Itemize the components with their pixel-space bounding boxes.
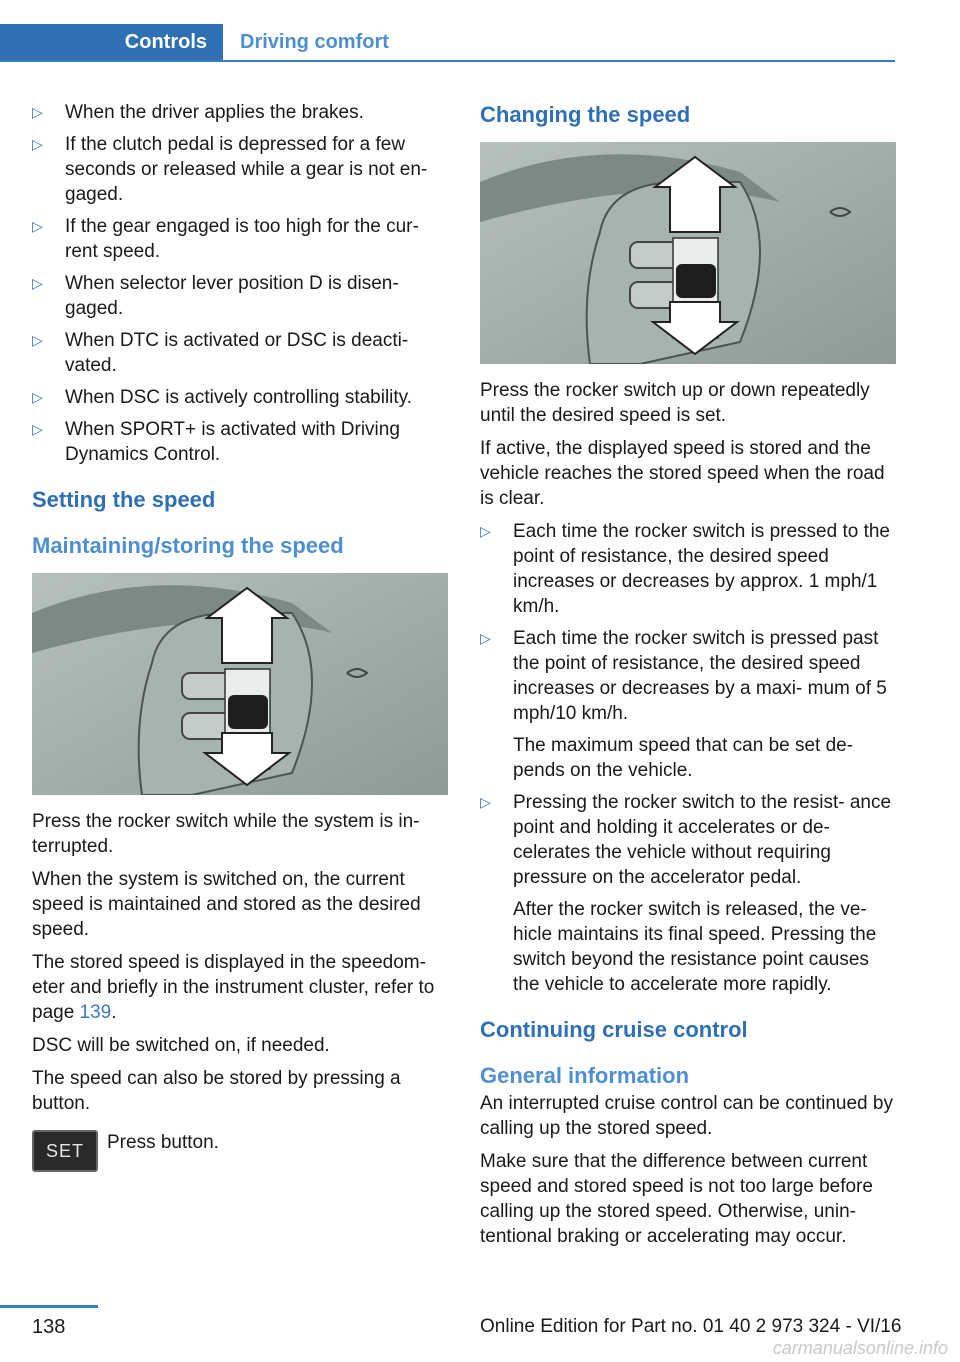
para-store-button: The speed can also be stored by pressing a button. [32,1068,401,1114]
para-press-rocker: Press the rocker switch while the system is in‐ terrupted. [32,811,420,857]
left-column [32,100,448,1178]
watermark: carmanualsonline.info [772,1338,948,1358]
para-interrupted: An interrupted cruise control can be continued by calling up the stored speed. [480,1093,893,1139]
triangle-bullet-icon: ▷ [480,794,491,810]
heading-changing-speed: Changing the speed [480,102,691,127]
triangle-bullet-icon: ▷ [32,136,43,152]
list-item: ▷ If the gear engaged is too high for the cur‐ rent speed. [32,216,419,262]
bullet-list [32,100,448,467]
list-item: ▷ When the driver applies the brakes. [32,102,364,123]
tab-driving-comfort[interactable]: Driving comfort [240,31,389,53]
list-item: ▷ When DTC is activated or DSC is deacti‐ vated. [32,330,409,376]
heading-maintaining-speed: Maintaining/storing the speed [32,533,344,558]
set-button-label: Press button. [107,1132,219,1153]
set-button-row [32,1130,448,1178]
list-item: ▷ Pressing the rocker switch to the resist‐ ance point and holding it accelerates or de‐ celerates the vehicle without requiring pressure on the accelerator pedal. After the rocker switch is released, the ve‐ hicle maintains its final speed. Pressing the switch beyond the resistance point causes the vehicle to accelerate more rapidly. [480,792,892,995]
list-item: ▷ When SPORT+ is activated with Driving Dynamics Control. [32,419,400,465]
para-system-on: When the system is switched on, the current speed is maintained and stored as the desired speed. [32,869,421,940]
para-dsc: DSC will be switched on, if needed. [32,1035,330,1056]
triangle-bullet-icon: ▷ [32,275,43,291]
para-press-repeatedly: Press the rocker switch up or down repeatedly until the desired speed is set. [480,380,870,426]
list-item: ▷ When selector lever position D is disen‐ gaged. [32,273,399,319]
tab-controls[interactable]: Controls [0,24,223,60]
list-item: ▷ When DSC is actively controlling stability. [32,387,413,408]
para-if-active: If active, the displayed speed is stored and the vehicle reaches the stored speed when the road is clear. [480,438,885,509]
right-column [480,100,896,1257]
list-item: ▷ Each time the rocker switch is pressed to the point of resistance, the desired speed increases or decreases by approx. 1 mph/1 km/h. [480,521,890,617]
triangle-bullet-icon: ▷ [32,421,43,437]
heading-general-info: General information [480,1063,690,1088]
steering-wheel-illustration [480,142,896,364]
steering-wheel-illustration [32,573,448,795]
triangle-bullet-icon: ▷ [480,630,491,646]
heading-setting-speed: Setting the speed [32,487,216,512]
page-number: 138 [32,1316,66,1338]
bullet-list [480,519,896,997]
online-edition: Online Edition for Part no. 01 40 2 973 324 - VI/16 [480,1316,902,1337]
para-make-sure: Make sure that the difference between current speed and stored speed is not too large before calling up the stored speed. Otherwise, unin‐ tentional braking or accelerating may occur. [480,1151,873,1247]
list-item: ▷ If the clutch pedal is depressed for a few seconds or released while a gear is not en‐ gaged. [32,134,428,205]
triangle-bullet-icon: ▷ [32,389,43,405]
steering-wheel-rocker-figure [32,573,448,795]
triangle-bullet-icon: ▷ [32,332,43,348]
list-item: ▷ Each time the rocker switch is pressed past the point of resistance, the desired speed increases or decreases by a maxi‐ mum of 5 mph/10 km/h. The maximum speed that can be set de‐ pends on the vehicle. [480,628,887,781]
triangle-bullet-icon: ▷ [32,104,43,120]
set-button-icon: SET [32,1130,98,1172]
triangle-bullet-icon: ▷ [480,523,491,539]
steering-wheel-change-figure [480,142,896,364]
footer-rule [0,1305,98,1308]
heading-continuing-cruise: Continuing cruise control [480,1017,748,1042]
page-link[interactable]: 139 [79,1002,112,1023]
header-tabs [0,24,895,62]
triangle-bullet-icon: ▷ [32,218,43,234]
para-stored-speed: The stored speed is displayed in the speedom‐ eter and briefly in the instrument cluster, refer to page 139. [32,952,435,1023]
